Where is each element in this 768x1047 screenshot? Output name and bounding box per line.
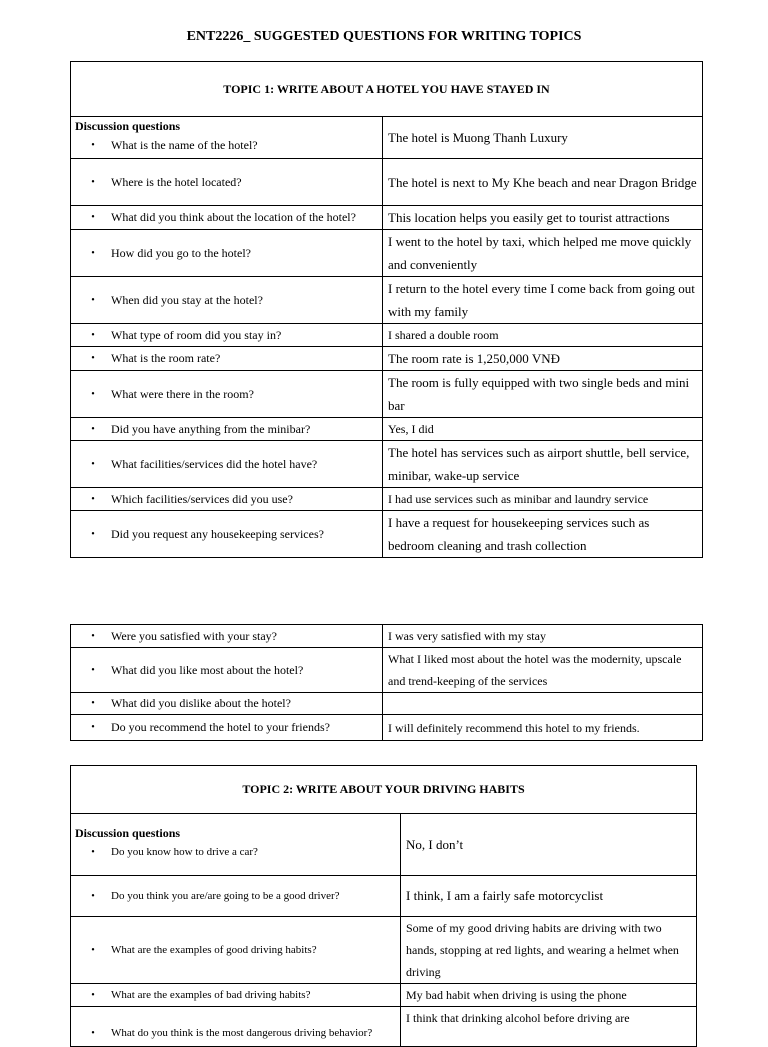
bullet-icon: • — [91, 1028, 95, 1039]
question-text: What did you like most about the hotel? — [111, 662, 304, 677]
table-row — [71, 441, 703, 488]
question-text: What were there in the room? — [111, 386, 254, 401]
topic2-header-row — [71, 766, 697, 814]
question-cell — [71, 648, 383, 693]
table-row — [71, 206, 703, 230]
table-row — [71, 715, 703, 741]
discussion-label: Discussion questions — [75, 825, 181, 840]
bullet-icon: • — [91, 493, 95, 505]
answer-cell: I return to the hotel every time I come back from going out with my family — [383, 277, 703, 324]
table-row — [71, 418, 703, 441]
bullet-icon: • — [91, 423, 95, 435]
answer-cell: I think that drinking alcohol before driving are — [401, 1007, 697, 1047]
answer-cell: The room rate is 1,250,000 VNĐ — [383, 347, 703, 371]
question-cell — [71, 441, 383, 488]
bullet-icon: • — [91, 890, 95, 902]
topic1-table-continued — [70, 624, 703, 741]
question-text: Do you recommend the hotel to your friends? — [111, 720, 330, 734]
bullet-icon: • — [91, 247, 95, 259]
bullet-icon: • — [91, 212, 95, 223]
answer-cell: I shared a double room — [383, 324, 703, 347]
bullet-icon: • — [91, 846, 95, 858]
question-cell — [71, 277, 383, 324]
table-row — [71, 876, 697, 917]
table-row — [71, 230, 703, 277]
table-row — [71, 648, 703, 693]
question-cell — [71, 159, 383, 206]
answer-cell: I think, I am a fairly safe motorcyclist — [401, 876, 697, 917]
answer-cell: I had use services such as minibar and laundry service — [383, 488, 703, 511]
bullet-icon: • — [91, 698, 95, 709]
bullet-icon: • — [91, 722, 95, 733]
table-row — [71, 693, 703, 715]
answer-cell: I will definitely recommend this hotel to my friends. — [383, 715, 703, 741]
discussion-label: Discussion questions — [75, 118, 181, 133]
answer-cell: No, I don’t — [401, 814, 697, 876]
question-cell — [71, 511, 383, 558]
question-cell — [71, 418, 383, 441]
topic1-header-row — [71, 62, 703, 117]
bullet-icon: • — [91, 294, 95, 306]
question-text: Which facilities/services did you use? — [111, 491, 293, 506]
answer-cell: The hotel has services such as airport shuttle, bell service, minibar, wake-up service — [383, 441, 703, 488]
question-text: Do you know how to drive a car? — [111, 845, 258, 858]
question-cell — [71, 324, 383, 347]
question-text: What do you think is the most dangerous driving behavior? — [111, 1027, 373, 1039]
answer-cell: I went to the hotel by taxi, which helped me move quickly and conveniently — [383, 230, 703, 277]
bullet-icon: • — [91, 989, 95, 1001]
answer-cell: This location helps you easily get to tourist attractions — [383, 206, 703, 230]
question-text: What type of room did you stay in? — [111, 327, 282, 342]
question-text: What did you dislike about the hotel? — [111, 696, 291, 710]
table-row — [71, 488, 703, 511]
question-cell — [71, 876, 401, 917]
question-text: What is the room rate? — [111, 351, 221, 365]
answer-cell: The room is fully equipped with two single beds and mini bar — [383, 371, 703, 418]
answer-cell: My bad habit when driving is using the phone — [401, 984, 697, 1007]
table-row — [71, 1007, 697, 1047]
bullet-icon: • — [91, 139, 95, 151]
question-text: Were you satisfied with your stay? — [111, 628, 277, 643]
question-cell — [71, 984, 401, 1007]
question-cell — [71, 117, 383, 159]
answer-cell: I have a request for housekeeping services such as bedroom cleaning and trash collection — [383, 511, 703, 558]
question-text: What facilities/services did the hotel have? — [111, 456, 318, 471]
table-row — [71, 625, 703, 648]
question-cell — [71, 488, 383, 511]
table-row — [71, 324, 703, 347]
table-row — [71, 117, 703, 159]
table-row — [71, 511, 703, 558]
question-text: Where is the hotel located? — [111, 174, 242, 189]
question-text: What are the examples of bad driving habits? — [111, 988, 311, 1001]
question-cell — [71, 230, 383, 277]
answer-cell: Some of my good driving habits are driving with two hands, stopping at red lights, and wearing a helmet when driving — [401, 917, 697, 984]
question-cell — [71, 814, 401, 876]
table-row — [71, 159, 703, 206]
document-title: ENT2226_ SUGGESTED QUESTIONS FOR WRITING TOPICS — [186, 29, 582, 44]
question-text: What are the examples of good driving habits? — [111, 943, 317, 956]
topic2-title: TOPIC 2: WRITE ABOUT YOUR DRIVING HABITS — [71, 766, 697, 814]
question-text: Did you have anything from the minibar? — [111, 421, 311, 436]
question-cell — [71, 206, 383, 230]
question-text: Do you think you are/are going to be a good driver? — [111, 889, 340, 902]
bullet-icon: • — [91, 528, 95, 540]
bullet-icon: • — [91, 630, 95, 642]
table-row — [71, 347, 703, 371]
question-text: Did you request any housekeeping services? — [111, 526, 324, 541]
topic1-title: TOPIC 1: WRITE ABOUT A HOTEL YOU HAVE STAYED IN — [71, 62, 703, 117]
bullet-icon: • — [91, 176, 95, 188]
answer-cell: The hotel is next to My Khe beach and near Dragon Bridge — [383, 159, 703, 206]
question-cell — [71, 1007, 401, 1047]
answer-cell: I was very satisfied with my stay — [383, 625, 703, 648]
bullet-icon: • — [91, 664, 95, 676]
answer-cell — [383, 693, 703, 715]
question-cell — [71, 917, 401, 984]
question-text: What is the name of the hotel? — [111, 137, 258, 152]
answer-cell: The hotel is Muong Thanh Luxury — [383, 117, 703, 159]
bullet-icon: • — [91, 388, 95, 400]
question-cell — [71, 625, 383, 648]
bullet-icon: • — [91, 353, 95, 364]
table-row — [71, 277, 703, 324]
topic1-table — [70, 61, 703, 558]
topic2-table — [70, 765, 697, 1047]
answer-cell: What I liked most about the hotel was the modernity, upscale and trend-keeping of the services — [383, 648, 703, 693]
question-cell — [71, 347, 383, 371]
question-cell — [71, 693, 383, 715]
bullet-icon: • — [91, 329, 95, 341]
question-text: How did you go to the hotel? — [111, 245, 251, 260]
table-row — [71, 984, 697, 1007]
question-cell — [71, 371, 383, 418]
answer-cell: Yes, I did — [383, 418, 703, 441]
bullet-icon: • — [91, 458, 95, 470]
question-text: What did you think about the location of the hotel? — [111, 210, 356, 224]
question-text: When did you stay at the hotel? — [111, 292, 263, 307]
question-cell — [71, 715, 383, 741]
table-row — [71, 917, 697, 984]
bullet-icon: • — [91, 944, 95, 956]
table-row — [71, 371, 703, 418]
table-row — [71, 814, 697, 876]
